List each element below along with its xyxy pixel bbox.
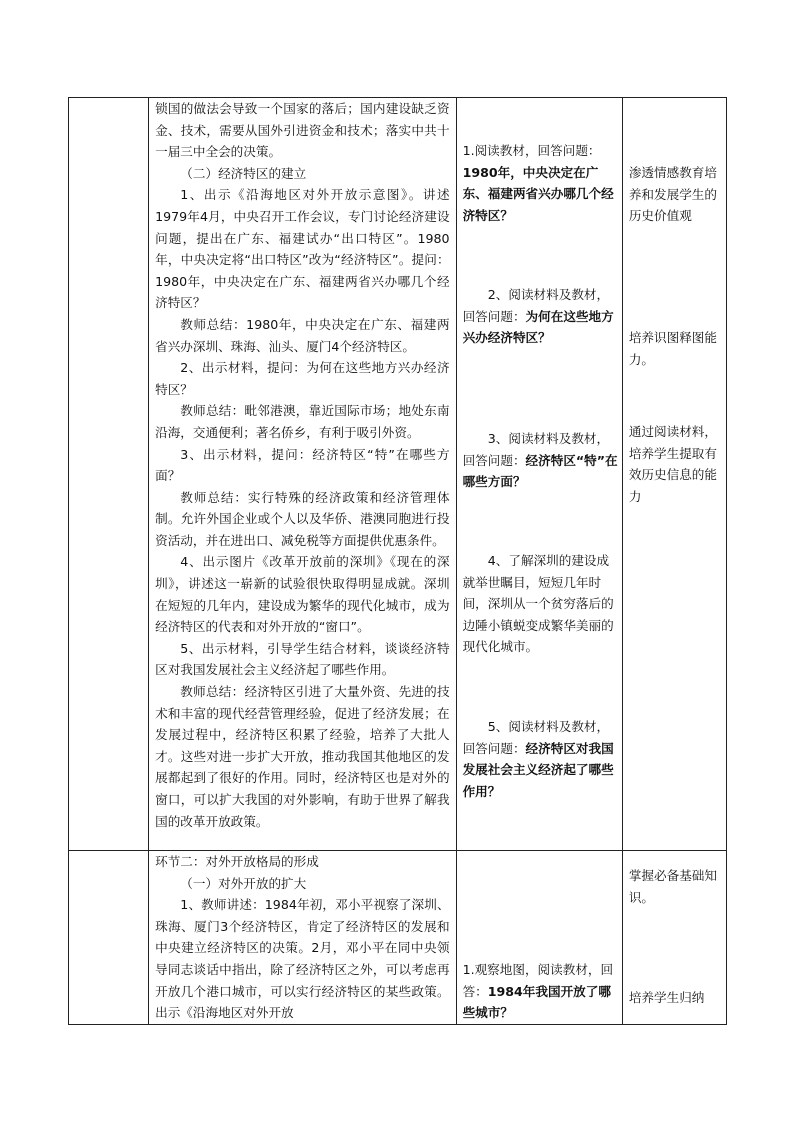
student-activity bbox=[463, 428, 618, 493]
teaching-content-cell bbox=[149, 851, 456, 1025]
content-paragraph: 教师总结：毗邻港澳，靠近国际市场；地处东南沿海，交通便利；著名侨乡，有利于吸引外资。 bbox=[155, 403, 450, 440]
design-purpose: 渗透情感教育培养和发展学生的历史价值观 bbox=[628, 165, 717, 224]
student-activity-cell bbox=[456, 98, 622, 851]
student-activity bbox=[463, 284, 618, 349]
content-paragraph: 教师总结：实行特殊的经济政策和经济管理体制。允许外国企业或个人以及华侨、港澳同胞进行投资活动，并在进出口、减免税等方面提供优惠条件。 bbox=[155, 489, 450, 548]
table-row bbox=[69, 851, 727, 1025]
content-paragraph: 4、出示图片《改革开放前的深圳》《现在的深圳》，讲述这一崭新的试验很快取得明显成就。深圳在短短的几年内，建设成为繁华的现代化城市，成为经济特区的代表和对外开放的“窗口”。 bbox=[155, 554, 450, 635]
student-activity bbox=[463, 140, 618, 226]
activity-instruction: 1.观察地图，阅读教材，回答： bbox=[462, 962, 614, 999]
design-purpose: 培养识图释图能力。 bbox=[628, 330, 717, 367]
activity-instruction: 2、阅读材料及教材，回答问题： bbox=[462, 287, 610, 324]
teaching-content bbox=[149, 98, 455, 832]
lesson-plan-table bbox=[68, 97, 727, 1025]
section-cell bbox=[69, 851, 149, 1025]
content-paragraph: 1、教师讲述：1984年初，邓小平视察了深圳、珠海、厦门3个经济特区，肯定了经济特区的发展和中央建立经济特区的决策。2月，邓小平在同中央领导同志谈话中指出，除了经济特区之外，可以考虑再开放几个港口城市，可以实行经济特区的某些政策。出示《沿海地区对外开放 bbox=[155, 897, 450, 1021]
content-paragraph: 1、出示《沿海地区对外开放示意图》。讲述1979年4月，中央召开工作会议，专门讨论经济建设问题，提出在广东、福建试办“出口特区”。1980年，中央决定将“出口特区”改为“经济特区”。提问：1980年，中央决定在广东、福建两省兴办哪几个经济特区？ bbox=[155, 187, 450, 311]
content-paragraph: 锁国的做法会导致一个国家的落后；国内建设缺乏资金、技术，需要从国外引进资金和技术；落实中共十一届三中全会的决策。 bbox=[155, 101, 450, 160]
content-paragraph: 3、出示材料，提问：经济特区“特”在哪些方面？ bbox=[155, 446, 450, 484]
content-paragraph: （二）经济特区的建立 bbox=[180, 165, 307, 181]
table-row bbox=[69, 98, 727, 851]
design-purpose: 培养学生归纳 bbox=[628, 990, 705, 1005]
design-purpose-cell bbox=[622, 98, 726, 851]
content-paragraph: 环节二：对外开放格局的形成 bbox=[155, 854, 319, 869]
activity-instruction: 5、阅读材料及教材，回答问题： bbox=[462, 719, 610, 756]
activity-instruction: 4、了解深圳的建设成就举世瞩目，短短几年时间，深圳从一个贫穷落后的边陲小镇蜕变成繁华美丽的现代化城市。 bbox=[462, 553, 614, 655]
student-activity bbox=[463, 550, 618, 658]
student-activity bbox=[463, 959, 618, 1024]
teaching-content-cell bbox=[149, 98, 456, 851]
design-purpose-cell bbox=[622, 851, 726, 1025]
activity-question: 经济特区“特”在哪些方面？ bbox=[462, 452, 618, 490]
activity-question: 1980年，中央决定在广东、福建两省兴办哪几个经济特区？ bbox=[462, 164, 614, 223]
student-activity-cell bbox=[456, 851, 622, 1025]
activity-question: 经济特区对我国发展社会主义经济起了哪些作用？ bbox=[462, 740, 614, 799]
teaching-content bbox=[149, 851, 455, 1024]
content-paragraph: 5、出示材料，引导学生结合材料，谈谈经济特区对我国发展社会主义经济起了哪些作用。 bbox=[155, 640, 450, 678]
content-paragraph: 2、出示材料，提问：为何在这些地方兴办经济特区？ bbox=[155, 360, 450, 397]
activity-instruction: 3、阅读材料及教材，回答问题： bbox=[462, 431, 610, 468]
activity-instruction: 1.阅读教材，回答问题： bbox=[462, 143, 601, 158]
design-purpose: 掌握必备基础知识。 bbox=[628, 868, 717, 905]
design-purpose: 通过阅读材料，培养学生提取有效历史信息的能力 bbox=[628, 424, 717, 504]
activity-question: 为何在这些地方兴办经济特区？ bbox=[462, 308, 614, 346]
content-paragraph: 教师总结：1980年，中央决定在广东、福建两省兴办深圳、珠海、汕头、厦门4个经济特区。 bbox=[155, 316, 450, 354]
content-paragraph: （一）对外开放的扩大 bbox=[180, 875, 307, 891]
activity-question: 1984年我国开放了哪些城市？ bbox=[462, 983, 611, 1021]
section-cell bbox=[69, 98, 149, 851]
content-paragraph: 教师总结：经济特区引进了大量外资、先进的技术和丰富的现代经营管理经验，促进了经济发展；在发展过程中，经济特区积累了经验，培养了大批人才。这些对进一步扩大开放，推动我国其他地区的发展都起到了很好的作用。同时，经济特区也是对外的窗口，可以扩大我国的对外影响，有助于世界了解我国的改革开放政策。 bbox=[155, 684, 450, 829]
student-activity bbox=[463, 716, 618, 802]
